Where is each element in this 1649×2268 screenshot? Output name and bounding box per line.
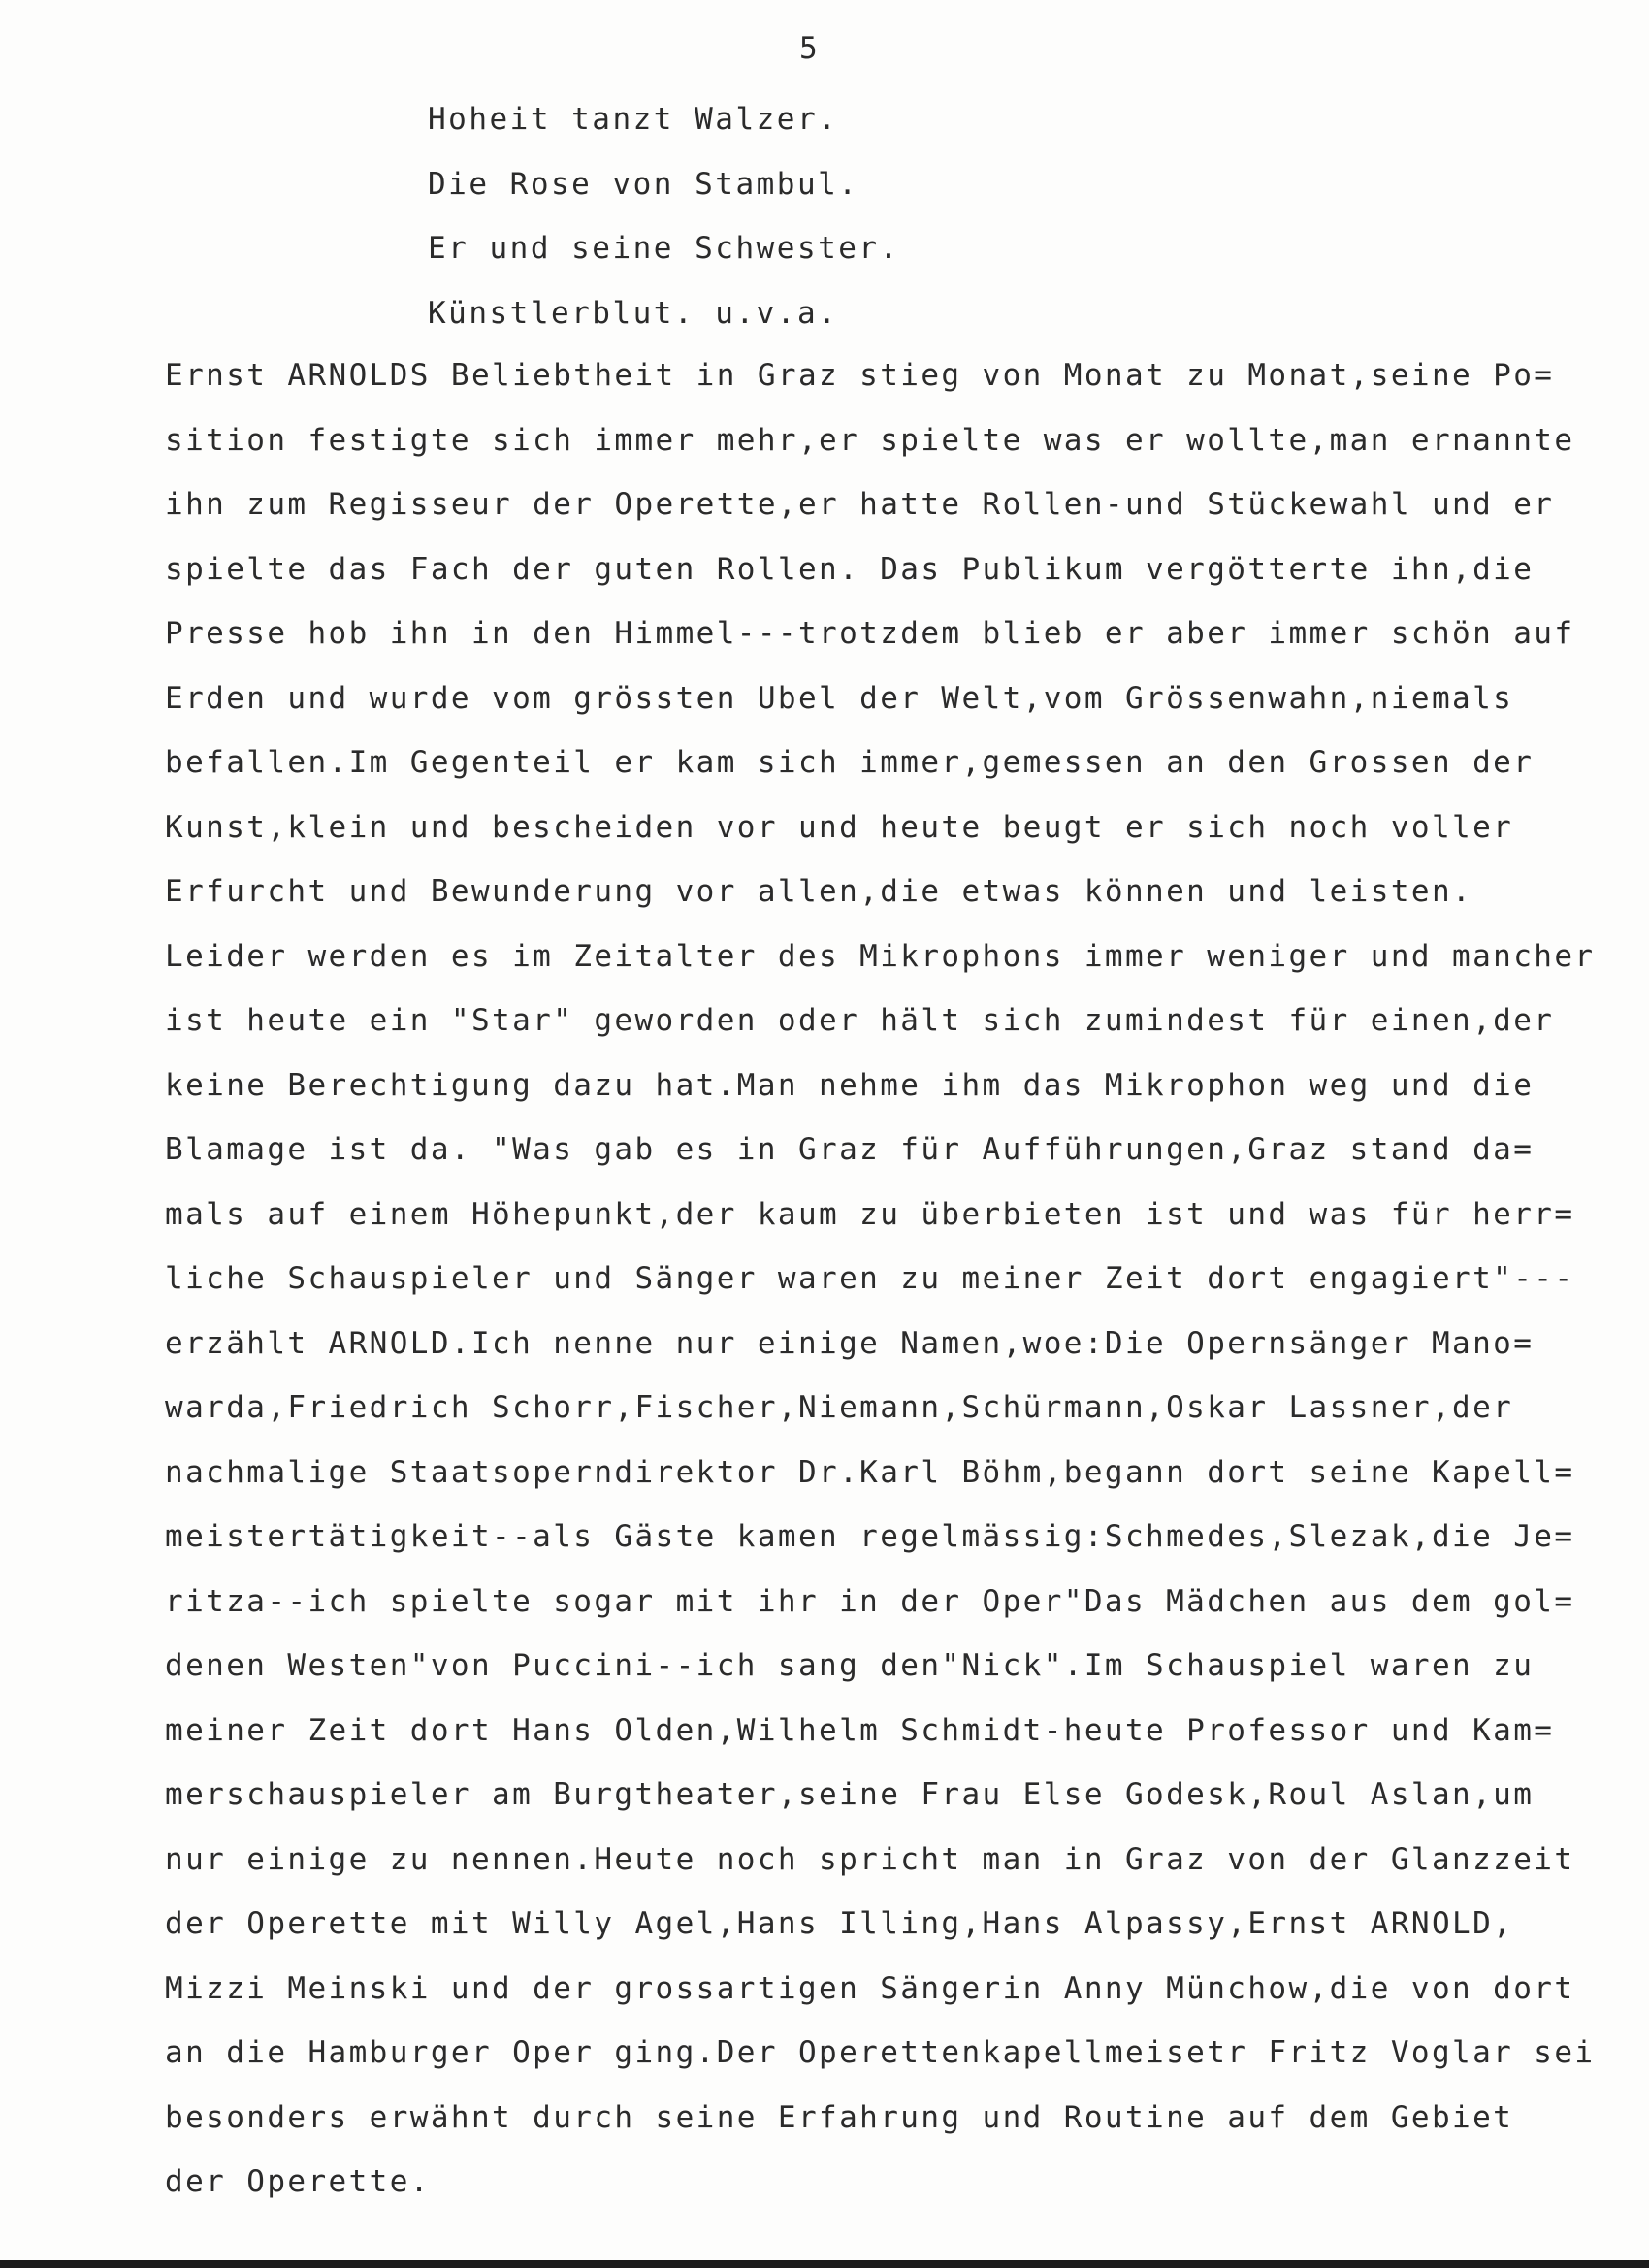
title-line: Er und seine Schwester. [428,231,900,266]
text-line: Erden und wurde vom grössten Ubel der Welt,vom Grössenwahn,niemals [165,680,1514,716]
text-line: Erfurcht und Bewunderung vor allen,die etwas können und leisten. [165,874,1473,909]
text-line: Presse hob ihn in den Himmel---trotzdem blieb er aber immer schön auf [165,616,1575,651]
page-number: 5 [799,31,820,66]
text-line: sition festigte sich immer mehr,er spielte was er wollte,man ernannte [165,422,1575,458]
text-line: keine Berechtigung dazu hat.Man nehme ihm das Mikrophon weg und die [165,1067,1535,1103]
text-line: der Operette. [165,2164,431,2199]
text-line: denen Westen"von Puccini--ich sang den"Nick".Im Schauspiel waren zu [165,1648,1535,1683]
text-line: Leider werden es im Zeitalter des Mikrophons immer weniger und mancher [165,938,1596,974]
text-line: nur einige zu nennen.Heute noch spricht man in Graz von der Glanzzeit [165,1841,1575,1877]
text-line: ritza--ich spielte sogar mit ihr in der Oper"Das Mädchen aus dem gol= [165,1583,1575,1619]
text-line: Kunst,klein und bescheiden vor und heute beugt er sich noch voller [165,809,1514,845]
text-line: der Operette mit Willy Agel,Hans Illing,Hans Alpassy,Ernst ARNOLD, [165,1906,1514,1941]
text-line: merschauspieler am Burgtheater,seine Frau Else Godesk,Roul Aslan,um [165,1777,1535,1812]
text-line: warda,Friedrich Schorr,Fischer,Niemann,Schürmann,Oskar Lassner,der [165,1390,1514,1425]
body-paragraph [165,343,1639,2215]
text-line: an die Hamburger Oper ging.Der Operettenkapellmeisetr Fritz Voglar sei [165,2035,1596,2070]
scan-edge [0,2260,1649,2268]
text-line: ihn zum Regisseur der Operette,er hatte Rollen-und Stückewahl und er [165,487,1555,522]
text-line: meiner Zeit dort Hans Olden,Wilhelm Schmidt-heute Professor und Kam= [165,1712,1555,1748]
text-line: spielte das Fach der guten Rollen. Das Publikum vergötterte ihn,die [165,551,1535,587]
text-line: Blamage ist da. "Was gab es in Graz für Aufführungen,Graz stand da= [165,1132,1535,1167]
title-line: Die Rose von Stambul. [428,166,859,202]
text-line: ist heute ein "Star" geworden oder hält sich zumindest für einen,der [165,1003,1555,1038]
text-line: meistertätigkeit--als Gäste kamen regelmässig:Schmedes,Slezak,die Je= [165,1519,1575,1554]
text-line: befallen.Im Gegenteil er kam sich immer,gemessen an den Grossen der [165,745,1535,780]
title-line: Künstlerblut. u.v.a. [428,295,839,331]
text-line: erzählt ARNOLD.Ich nenne nur einige Namen,woe:Die Opernsänger Mano= [165,1325,1535,1361]
text-line: Ernst ARNOLDS Beliebtheit in Graz stieg von Monat zu Monat,seine Po= [165,358,1555,393]
title-list [428,87,1398,345]
text-line: nachmalige Staatsoperndirektor Dr.Karl Böhm,begann dort seine Kapell= [165,1454,1575,1490]
text-line: Mizzi Meinski und der grossartigen Sängerin Anny Münchow,die von dort [165,1970,1575,2006]
text-line: mals auf einem Höhepunkt,der kaum zu überbieten ist und was für herr= [165,1196,1575,1232]
title-line: Hoheit tanzt Walzer. [428,102,839,137]
text-line: besonders erwähnt durch seine Erfahrung und Routine auf dem Gebiet [165,2099,1514,2135]
text-line: liche Schauspieler und Sänger waren zu meiner Zeit dort engagiert"--- [165,1261,1575,1296]
